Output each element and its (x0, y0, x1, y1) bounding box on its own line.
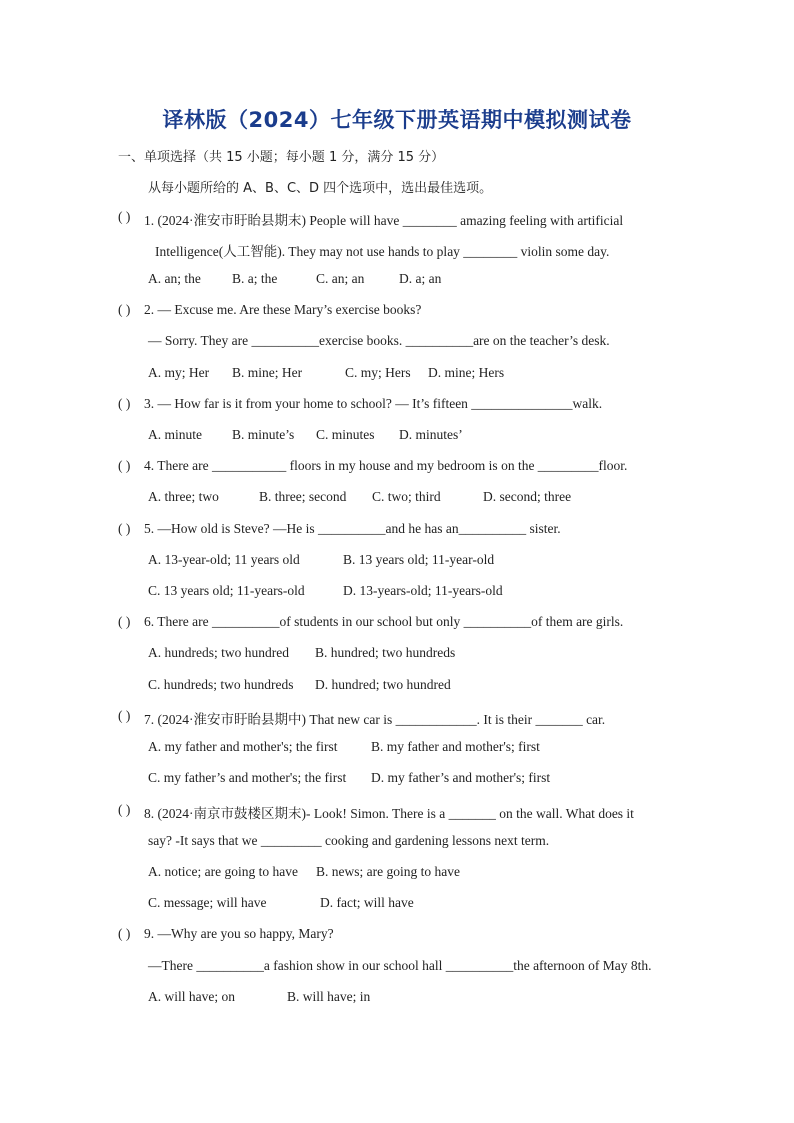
question-stem: 5. —How old is Steve? —He is __________and he has an__________ sister. (144, 521, 561, 536)
question-stem: 3. — How far is it from your home to school? — It’s fifteen _______________walk. (144, 396, 603, 411)
option-b: B. hundred; two hundreds (315, 645, 456, 660)
option-c: C. minutes (316, 427, 375, 442)
option-d: D. 13-years-old; 11-years-old (343, 583, 503, 598)
option-b: B. mine; Her (232, 365, 303, 380)
option-a: A. three; two (148, 489, 219, 504)
option-b: B. will have; in (287, 989, 371, 1004)
option-a: A. an; the (148, 271, 201, 286)
option-a: A. my father and mother's; the first (148, 739, 338, 754)
option-a: A. 13-year-old; 11 years old (148, 552, 300, 567)
option-c: C. my; Hers (345, 365, 411, 380)
page-title: 译林版（2024）七年级下册英语期中模拟测试卷 (162, 108, 632, 132)
option-d: D. hundred; two hundred (315, 677, 451, 692)
answer-blank[interactable]: ( ) (118, 708, 131, 723)
question-stem: 8. (2024·南京市鼓楼区期末)- Look! Simon. There is a _______ on the wall. What does it (144, 806, 634, 821)
question-stem: 4. There are ___________ floors in my house and my bedroom is on the _________floor. (144, 458, 628, 473)
question-stem-continued: — Sorry. They are __________exercise books. __________are on the teacher’s desk. (148, 333, 610, 348)
option-c: C. 13 years old; 11-years-old (148, 583, 305, 598)
option-b: B. three; second (259, 489, 347, 504)
option-a: A. minute (148, 427, 202, 442)
option-a: A. hundreds; two hundred (148, 645, 289, 660)
option-c: C. message; will have (148, 895, 267, 910)
answer-blank[interactable]: ( ) (118, 458, 131, 473)
section-heading: 一、单项选择（共 15 小题；每小题 1 分，满分 15 分） (118, 150, 445, 165)
option-c: C. hundreds; two hundreds (148, 677, 294, 692)
question-stem-continued: —There __________a fashion show in our school hall __________the afternoon of May 8th. (148, 958, 652, 973)
option-d: D. fact; will have (320, 895, 414, 910)
answer-blank[interactable]: ( ) (118, 209, 131, 224)
option-d: D. a; an (399, 271, 442, 286)
option-b: B. a; the (232, 271, 278, 286)
answer-blank[interactable]: ( ) (118, 521, 131, 536)
option-b: B. news; are going to have (316, 864, 460, 879)
option-c: C. an; an (316, 271, 365, 286)
question-stem: 9. —Why are you so happy, Mary? (144, 926, 334, 941)
option-a: A. notice; are going to have (148, 864, 298, 879)
question-stem-continued: say? -It says that we _________ cooking and gardening lessons next term. (148, 833, 550, 848)
option-d: D. second; three (483, 489, 572, 504)
question-stem: 1. (2024·淮安市盱眙县期末) People will have ________ amazing feeling with artificial (144, 213, 624, 228)
option-b: B. my father and mother's; first (371, 739, 540, 754)
question-stem: 2. — Excuse me. Are these Mary’s exercise books? (144, 302, 422, 317)
answer-blank[interactable]: ( ) (118, 926, 131, 941)
option-d: D. mine; Hers (428, 365, 505, 380)
section-instruction: 从每小题所给的 A、B、C、D 四个选项中，选出最佳选项。 (148, 181, 493, 196)
option-c: C. two; third (372, 489, 441, 504)
option-d: D. my father’s and mother's; first (371, 770, 551, 785)
question-stem-continued: Intelligence(人工智能). They may not use hands to play ________ violin some day. (155, 244, 610, 259)
option-d: D. minutes’ (399, 427, 463, 442)
answer-blank[interactable]: ( ) (118, 614, 131, 629)
option-a: A. will have; on (148, 989, 235, 1004)
answer-blank[interactable]: ( ) (118, 802, 131, 817)
answer-blank[interactable]: ( ) (118, 302, 131, 317)
question-stem: 7. (2024·淮安市盱眙县期中) That new car is ____________. It is their _______ car. (144, 712, 606, 727)
option-c: C. my father’s and mother's; the first (148, 770, 347, 785)
answer-blank[interactable]: ( ) (118, 396, 131, 411)
option-b: B. minute’s (232, 427, 295, 442)
question-stem: 6. There are __________of students in our school but only __________of them are girls. (144, 614, 624, 629)
option-b: B. 13 years old; 11-year-old (343, 552, 495, 567)
option-a: A. my; Her (148, 365, 210, 380)
